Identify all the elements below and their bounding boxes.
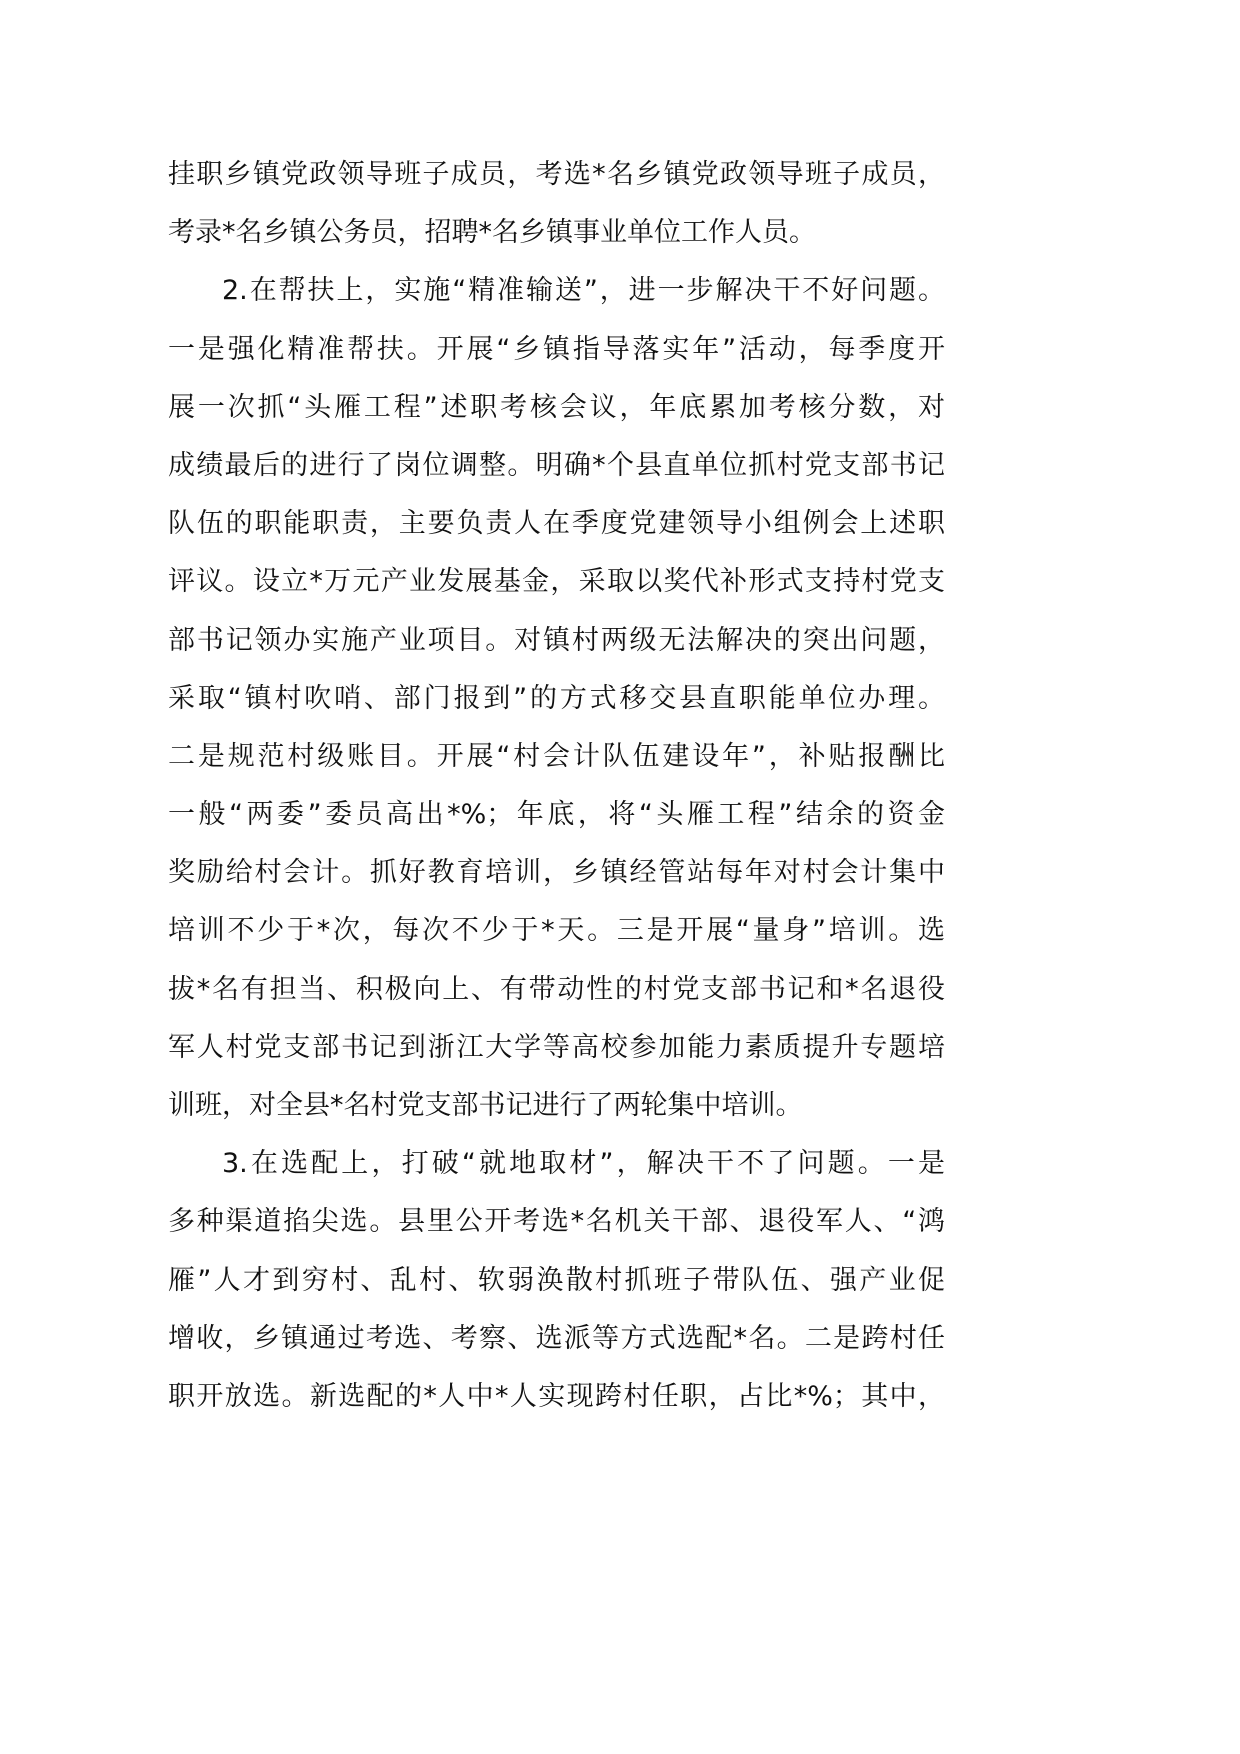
- text-line: 队伍的职能职责，主要负责人在季度党建领导小组例会上述职: [168, 508, 945, 540]
- section-heading-line: 2.在帮扶上，实施“精准输送”，进一步解决干不好问题。: [222, 275, 945, 307]
- text-line: 训班，对全县*名村党支部书记进行了两轮集中培训。: [168, 1090, 803, 1121]
- text-line: 一是强化精准帮扶。开展“乡镇指导落实年”活动，每季度开: [168, 333, 945, 365]
- text-line: 成绩最后的进行了岗位调整。明确*个县直单位抓村党支部书记: [168, 449, 945, 481]
- text-line: 部书记领办实施产业项目。对镇村两级无法解决的突出问题，: [168, 624, 945, 656]
- text-line: 军人村党支部书记到浙江大学等高校参加能力素质提升专题培: [168, 1031, 945, 1063]
- text-line: 采取“镇村吹哨、部门报到”的方式移交县直职能单位办理。: [168, 682, 945, 714]
- text-line: 展一次抓“头雁工程”述职考核会议，年底累加考核分数，对: [168, 391, 945, 423]
- text-line: 奖励给村会计。抓好教育培训，乡镇经管站每年对村会计集中: [168, 857, 945, 889]
- text-line: 增收，乡镇通过考选、考察、选派等方式选配*名。二是跨村任: [168, 1322, 945, 1354]
- text-line: 多种渠道掐尖选。县里公开考选*名机关干部、退役军人、“鸿: [168, 1206, 945, 1238]
- text-line: 挂职乡镇党政领导班子成员，考选*名乡镇党政领导班子成员，: [168, 159, 945, 190]
- text-line: 职开放选。新选配的*人中*人实现跨村任职，占比*%；其中，: [168, 1380, 945, 1412]
- text-line: 拔*名有担当、积极向上、有带动性的村党支部书记和*名退役: [168, 973, 945, 1005]
- text-line: 评议。设立*万元产业发展基金，采取以奖代补形式支持村党支: [168, 566, 945, 598]
- body-text: [168, 146, 945, 1426]
- section-heading-line: 3.在选配上，打破“就地取材”，解决干不了问题。一是: [222, 1148, 945, 1180]
- text-line: 培训不少于*次，每次不少于*天。三是开展“量身”培训。选: [168, 915, 945, 947]
- text-line: 一般“两委”委员高出*%；年底，将“头雁工程”结余的资金: [168, 799, 945, 831]
- text-line: 雁”人才到穷村、乱村、软弱涣散村抓班子带队伍、强产业促: [168, 1264, 945, 1296]
- text-line: 考录*名乡镇公务员，招聘*名乡镇事业单位工作人员。: [168, 217, 816, 249]
- text-line: 二是规范村级账目。开展“村会计队伍建设年”，补贴报酬比: [168, 740, 945, 772]
